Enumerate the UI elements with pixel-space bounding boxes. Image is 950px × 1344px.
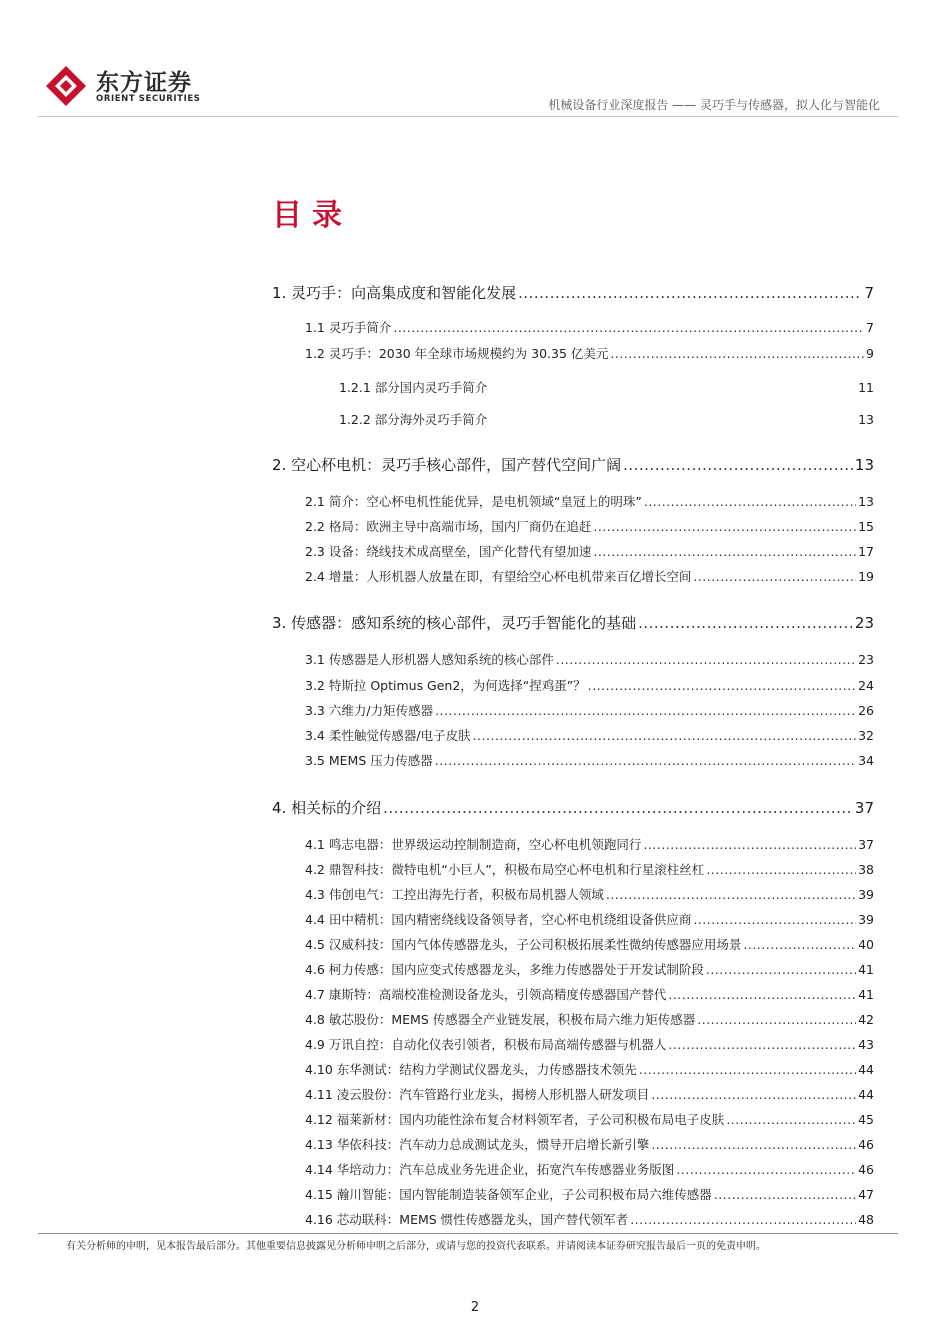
toc-entry-title: 1.2 灵巧手：2030 年全球市场规模约为 30.35 亿美元 <box>305 346 609 361</box>
toc-entry[interactable] <box>272 650 874 668</box>
toc-dot-leader <box>643 837 856 852</box>
toc-entry-title: 2. 空心杯电机：灵巧手核心部件，国产替代空间广阔 <box>272 456 622 474</box>
toc-dot-leader <box>473 728 857 743</box>
toc-entry[interactable] <box>272 378 874 396</box>
toc-dot-leader <box>714 1187 856 1202</box>
toc-entry-page: 9 <box>866 346 874 361</box>
toc-entry-title: 4.3 伟创电气：工控出海先行者，积极布局机器人领域 <box>305 887 604 902</box>
toc-dot-leader <box>697 1012 856 1027</box>
toc-entry[interactable] <box>272 1160 874 1178</box>
toc-entry-page: 24 <box>858 678 874 693</box>
toc-entry-page: 44 <box>858 1087 874 1102</box>
toc-entry-page: 26 <box>858 703 874 718</box>
toc-dot-leader <box>676 1162 856 1177</box>
toc-entry[interactable] <box>272 1110 874 1128</box>
toc-entry-page: 47 <box>858 1187 874 1202</box>
toc-entry-title: 3.4 柔性触觉传感器/电子皮肤 <box>305 728 471 743</box>
toc-entry-title: 3.1 传感器是人形机器人感知系统的核心部件 <box>305 652 554 667</box>
toc-entry-page: 37 <box>858 837 874 852</box>
toc-entry[interactable] <box>272 1035 874 1053</box>
toc-entry-title: 2.2 格局：欧洲主导中高端市场，国内厂商仍在追赶 <box>305 519 592 534</box>
toc-entry-title: 4.2 鼎智科技：微特电机“小巨人”，积极布局空心杯电机和行星滚柱丝杠 <box>305 862 705 877</box>
toc-dot-leader <box>610 346 864 361</box>
toc-entry-page: 46 <box>858 1162 874 1177</box>
toc-entry-page: 40 <box>858 937 874 952</box>
toc-entry-title: 4.9 万讯自控：自动化仪表引领者，积极布局高端传感器与机器人 <box>305 1037 667 1052</box>
toc-entry[interactable] <box>272 1210 874 1228</box>
toc-dot-leader <box>606 887 856 902</box>
toc-entry[interactable] <box>272 1185 874 1203</box>
toc-entry[interactable] <box>272 797 874 818</box>
toc-dot-leader <box>651 1087 856 1102</box>
toc-entry-page: 41 <box>858 962 874 977</box>
toc-entry[interactable] <box>272 517 874 535</box>
toc-entry[interactable] <box>272 726 874 744</box>
toc-entry-title: 4.1 鸣志电器：世界级运动控制制造商，空心杯电机领跑同行 <box>305 837 642 852</box>
toc-dot-leader <box>693 912 856 927</box>
toc-entry-page: 45 <box>858 1112 874 1127</box>
toc-entry[interactable] <box>272 492 874 510</box>
toc-dot-leader <box>651 1137 856 1152</box>
toc-entry-title: 4.8 敏芯股份：MEMS 传感器全产业链发展，积极布局六维力矩传感器 <box>305 1012 696 1027</box>
toc-entry-title: 3.5 MEMS 压力传感器 <box>305 753 433 768</box>
toc-entry[interactable] <box>272 542 874 560</box>
toc-entry-title: 4.5 汉威科技：国内气体传感器龙头，子公司积极拓展柔性微纳传感器应用场景 <box>305 937 742 952</box>
toc-dot-leader <box>706 862 856 877</box>
toc-entry[interactable] <box>272 612 874 633</box>
toc-entry-page: 42 <box>858 1012 874 1027</box>
toc-entry-page: 44 <box>858 1062 874 1077</box>
toc-dot-leader <box>393 320 864 335</box>
toc-entry[interactable] <box>272 985 874 1003</box>
toc-dot-leader <box>668 987 856 1002</box>
toc-entry[interactable] <box>272 318 874 336</box>
toc-entry[interactable] <box>272 860 874 878</box>
toc-entry-page: 46 <box>858 1137 874 1152</box>
toc-dot-leader <box>668 1037 856 1052</box>
toc-entry-page: 13 <box>854 456 874 474</box>
toc-entry[interactable] <box>272 1135 874 1153</box>
toc-dot-leader <box>644 494 856 509</box>
toc-entry[interactable] <box>272 344 874 362</box>
toc-entry-title: 4.6 柯力传感：国内应变式传感器龙头，多维力传感器处于开发试制阶段 <box>305 962 704 977</box>
toc-entry-title: 4.16 芯动联科：MEMS 惯性传感器龙头，国产替代领军者 <box>305 1212 629 1227</box>
toc-entry-title: 4.14 华培动力：汽车总成业务先进企业，拓宽汽车传感器业务版图 <box>305 1162 675 1177</box>
toc-entry-title: 2.4 增量：人形机器人放量在即，有望给空心杯电机带来百亿增长空间 <box>305 569 692 584</box>
toc-entry-page: 32 <box>858 728 874 743</box>
toc-entry-title: 2.3 设备：绕线技术成高壁垒，国产化替代有望加速 <box>305 544 592 559</box>
toc-entry-title: 1.1 灵巧手简介 <box>305 320 392 335</box>
toc-dot-leader <box>623 456 853 474</box>
toc-entry[interactable] <box>272 835 874 853</box>
toc-dot-leader <box>593 544 856 559</box>
toc-entry-page: 7 <box>866 320 874 335</box>
company-logo <box>44 62 214 110</box>
toc-entry-title: 3.3 六维力/力矩传感器 <box>305 703 434 718</box>
header-divider <box>38 116 898 117</box>
toc-dot-leader <box>638 614 853 632</box>
toc-entry[interactable] <box>272 1060 874 1078</box>
toc-entry-page: 23 <box>858 652 874 667</box>
toc-entry[interactable] <box>272 910 874 928</box>
logo-english-name: ORIENT SECURITIES <box>96 94 201 104</box>
toc-entry-page: 11 <box>858 380 874 395</box>
toc-entry-title: 3. 传感器：感知系统的核心部件，灵巧手智能化的基础 <box>272 614 637 632</box>
toc-entry-page: 34 <box>858 753 874 768</box>
toc-entry-page: 43 <box>858 1037 874 1052</box>
toc-entry-page: 13 <box>858 412 874 427</box>
toc-entry-page: 48 <box>858 1212 874 1227</box>
orient-securities-logo-icon <box>44 64 88 108</box>
toc-entry-page: 23 <box>854 614 874 632</box>
toc-entry[interactable] <box>272 701 874 719</box>
toc-entry[interactable] <box>272 1085 874 1103</box>
toc-entry[interactable] <box>272 1010 874 1028</box>
disclaimer-text: 有关分析师的申明，见本报告最后部分。其他重要信息披露见分析师申明之后部分，或请与您的投资代表联系。并请阅读本证券研究报告最后一页的免责申明。 <box>66 1241 766 1252</box>
toc-entry[interactable] <box>272 676 874 694</box>
toc-dot-leader <box>630 1212 856 1227</box>
toc-title: 目录 <box>272 198 352 233</box>
toc-dot-leader <box>435 703 856 718</box>
toc-entry[interactable] <box>272 885 874 903</box>
toc-entry-title: 2.1 简介：空心杯电机性能优异，是电机领域“皇冠上的明珠” <box>305 494 642 509</box>
toc-dot-leader <box>743 937 856 952</box>
toc-entry[interactable] <box>272 960 874 978</box>
toc-entry[interactable] <box>272 454 874 475</box>
toc-entry-page: 7 <box>864 284 874 302</box>
toc-entry-title: 3.2 特斯拉 Optimus Gen2，为何选择“捏鸡蛋”？ <box>305 678 586 693</box>
page-number: 2 <box>470 1300 480 1315</box>
toc-entry-title: 1.2.1 部分国内灵巧手简介 <box>339 380 488 395</box>
logo-chinese-name: 东方证券 <box>96 70 192 96</box>
toc-dot-leader <box>435 753 856 768</box>
toc-dot-leader <box>383 799 853 817</box>
toc-dot-leader <box>693 569 856 584</box>
report-header-title: 机械设备行业深度报告 —— 灵巧手与传感器，拟人化与智能化 <box>548 98 880 112</box>
toc-dot-leader <box>726 1112 856 1127</box>
toc-entry-title: 4. 相关标的介绍 <box>272 799 382 817</box>
toc-dot-leader <box>518 284 862 302</box>
toc-entry-title: 4.4 田中精机：国内精密绕线设备领导者，空心杯电机绕组设备供应商 <box>305 912 692 927</box>
toc-dot-leader <box>639 1062 856 1077</box>
toc-entry[interactable] <box>272 935 874 953</box>
toc-dot-leader <box>706 962 856 977</box>
footer-divider <box>38 1233 898 1234</box>
toc-entry-title: 4.7 康斯特：高端校准检测设备龙头，引领高精度传感器国产替代 <box>305 987 667 1002</box>
toc-entry-page: 41 <box>858 987 874 1002</box>
toc-entry-page: 39 <box>858 912 874 927</box>
toc-entry-page: 17 <box>858 544 874 559</box>
toc-entry[interactable] <box>272 567 874 585</box>
toc-entry[interactable] <box>272 410 874 428</box>
toc-entry-title: 4.12 福莱新材：国内功能性涂布复合材料领军者，子公司积极布局电子皮肤 <box>305 1112 725 1127</box>
toc-entry-page: 39 <box>858 887 874 902</box>
toc-entry-page: 19 <box>858 569 874 584</box>
toc-entry-page: 15 <box>858 519 874 534</box>
toc-entry-title: 1.2.2 部分海外灵巧手简介 <box>339 412 488 427</box>
toc-entry-title: 1. 灵巧手：向高集成度和智能化发展 <box>272 284 517 302</box>
toc-entry-page: 37 <box>854 799 874 817</box>
toc-dot-leader <box>556 652 856 667</box>
toc-entry[interactable] <box>272 751 874 769</box>
toc-entry-page: 13 <box>858 494 874 509</box>
toc-entry-title: 4.11 凌云股份：汽车管路行业龙头，揭榜人形机器人研发项目 <box>305 1087 650 1102</box>
toc-dot-leader <box>593 519 856 534</box>
toc-dot-leader <box>588 678 856 693</box>
toc-entry-title: 4.15 瀚川智能：国内智能制造装备领军企业，子公司积极布局六维传感器 <box>305 1187 712 1202</box>
toc-entry-page: 38 <box>858 862 874 877</box>
toc-entry[interactable] <box>272 282 874 303</box>
toc-entry-title: 4.10 东华测试：结构力学测试仪器龙头，力传感器技术领先 <box>305 1062 637 1077</box>
toc-entry-title: 4.13 华依科技：汽车动力总成测试龙头，惯导开启增长新引擎 <box>305 1137 650 1152</box>
